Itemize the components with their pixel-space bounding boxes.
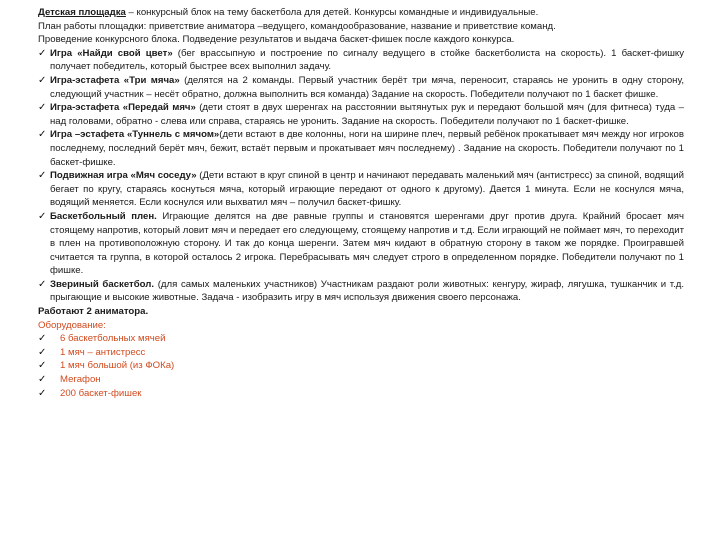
game-description: (бег врассыпную и построение по сигналу ведущего в стойке баскетболиста на скорость). 1 баскет-фишку получает победитель, который быстрее всех выполнил задачу. bbox=[50, 47, 684, 73]
check-icon: ✓ bbox=[38, 102, 47, 114]
list-item bbox=[38, 169, 684, 210]
equipment-item: 1 мяч – антистресс bbox=[60, 346, 146, 358]
list-item bbox=[38, 128, 684, 169]
equipment-item: 200 баскет-фишек bbox=[60, 387, 142, 399]
list-item bbox=[38, 210, 684, 278]
list-item bbox=[38, 373, 684, 387]
list-item bbox=[38, 278, 684, 305]
check-icon: ✓ bbox=[38, 360, 47, 372]
title-line bbox=[38, 6, 684, 20]
equipment-item: 6 баскетбольных мячей bbox=[60, 333, 166, 345]
animators-text: Работают 2 аниматора. bbox=[38, 306, 149, 318]
check-icon: ✓ bbox=[38, 129, 47, 141]
check-icon: ✓ bbox=[38, 170, 47, 182]
game-description: (для самых маленьких участников) Участникам раздают роли животных: кенгуру, жираф, лягушка, тушканчик и т.д. прыгающие и высокие животные. Задача - изобразить игру в мяч используя движения своего персонажа. bbox=[50, 278, 684, 304]
list-item bbox=[38, 74, 684, 101]
check-icon: ✓ bbox=[38, 278, 47, 290]
plan-text: План работы площадки: приветствие аниматора –ведущего, командообразование, название и приветствие команд. bbox=[38, 20, 556, 32]
check-icon: ✓ bbox=[38, 374, 47, 386]
game-title: Игра-эстафета «Три мяча» bbox=[50, 74, 180, 86]
list-item bbox=[38, 47, 684, 74]
list-item bbox=[38, 346, 684, 360]
game-description: (делятся на 2 команды. Первый участник берёт три мяча, переносит, стараясь не уронить в одну сторону, следующий участник – несёт обратно, должна выполнить вся команда) Задание на скорость. Победители получают по 1 баскет фишке. bbox=[50, 74, 684, 100]
game-title: Звериный баскетбол. bbox=[50, 278, 155, 290]
check-icon: ✓ bbox=[38, 47, 47, 59]
game-description: (Дети встают в круг спиной в центр и начинают передавать маленький мяч (антистресс) за спиной, водящий бегает по кругу, стараясь коснуться мяча, который играющие передают от одного к другому). Дается 1 минута. Если не коснулся мяча, водящий меняется. Если коснулся или выхватил мяч – получил баскет-фишку. bbox=[50, 170, 684, 209]
list-item bbox=[38, 387, 684, 401]
equipment-list bbox=[38, 332, 684, 400]
check-icon: ✓ bbox=[38, 333, 47, 345]
check-icon: ✓ bbox=[38, 346, 47, 358]
game-title: Игра –эстафета «Туннель с мячом» bbox=[50, 129, 220, 141]
list-item bbox=[38, 359, 684, 373]
list-item bbox=[38, 101, 684, 128]
game-description: Играющие делятся на две равные группы и становятся шеренгами друг против друга. Крайний бросает мяч стоящему напротив, который ловит мяч и передает его следующему, стоящему напротив и т.д. Если играющий не поймает мяч, то переходит в плен на противоположную сторону. И так до конца шеренги. Затем мяч кидают в обратную сторону в таком же порядке. Проигравшей считается та группа, в которой осталось 2 игрока. Перебрасывать мяч следует строго в определенном порядке. Победители получают по 1 фишке. bbox=[50, 210, 684, 277]
check-icon: ✓ bbox=[38, 74, 47, 86]
check-icon: ✓ bbox=[38, 210, 47, 222]
page-title: Детская площадка bbox=[38, 7, 126, 18]
game-title: Игра «Найди свой цвет» bbox=[50, 47, 173, 59]
conduct-text: Проведение конкурсного блока. Подведение результатов и выдача баскет-фишек после каждого конкурса. bbox=[38, 34, 515, 46]
document-page bbox=[38, 6, 684, 400]
list-item bbox=[38, 332, 684, 346]
intro-text: – конкурсный блок на тему баскетбола для детей. Конкурсы командные и индивидуальные. bbox=[125, 7, 539, 18]
equipment-item: Мегафон bbox=[60, 374, 101, 386]
game-description: (дети встают в две колонны, ноги на ширине плеч, первый ребёнок прокатывает мяч между ног игроков последнему, последний берёт мяч, бежит, встаёт первым и прокатывает мяч последнему) . Задание на скорость. Победители получают по 1 баскет-фишке. bbox=[50, 129, 684, 168]
check-icon: ✓ bbox=[38, 387, 47, 399]
equipment-item: 1 мяч большой (из ФОКа) bbox=[60, 360, 175, 372]
games-list bbox=[38, 47, 684, 305]
game-title: Баскетбольный плен. bbox=[50, 210, 157, 222]
game-description: (дети стоят в двух шеренгах на расстоянии вытянутых рук и передают большой мяч (для фитнеса) туда – над головами, обратно - слева или справа, стараясь не уронить. Задание на скорость. Победители получают по 1 баскет-фишке. bbox=[50, 102, 684, 127]
equipment-title: Оборудование: bbox=[38, 319, 106, 331]
game-title: Подвижная игра «Мяч соседу» bbox=[50, 170, 197, 182]
game-title: Игра-эстафета «Передай мяч» bbox=[50, 102, 196, 114]
